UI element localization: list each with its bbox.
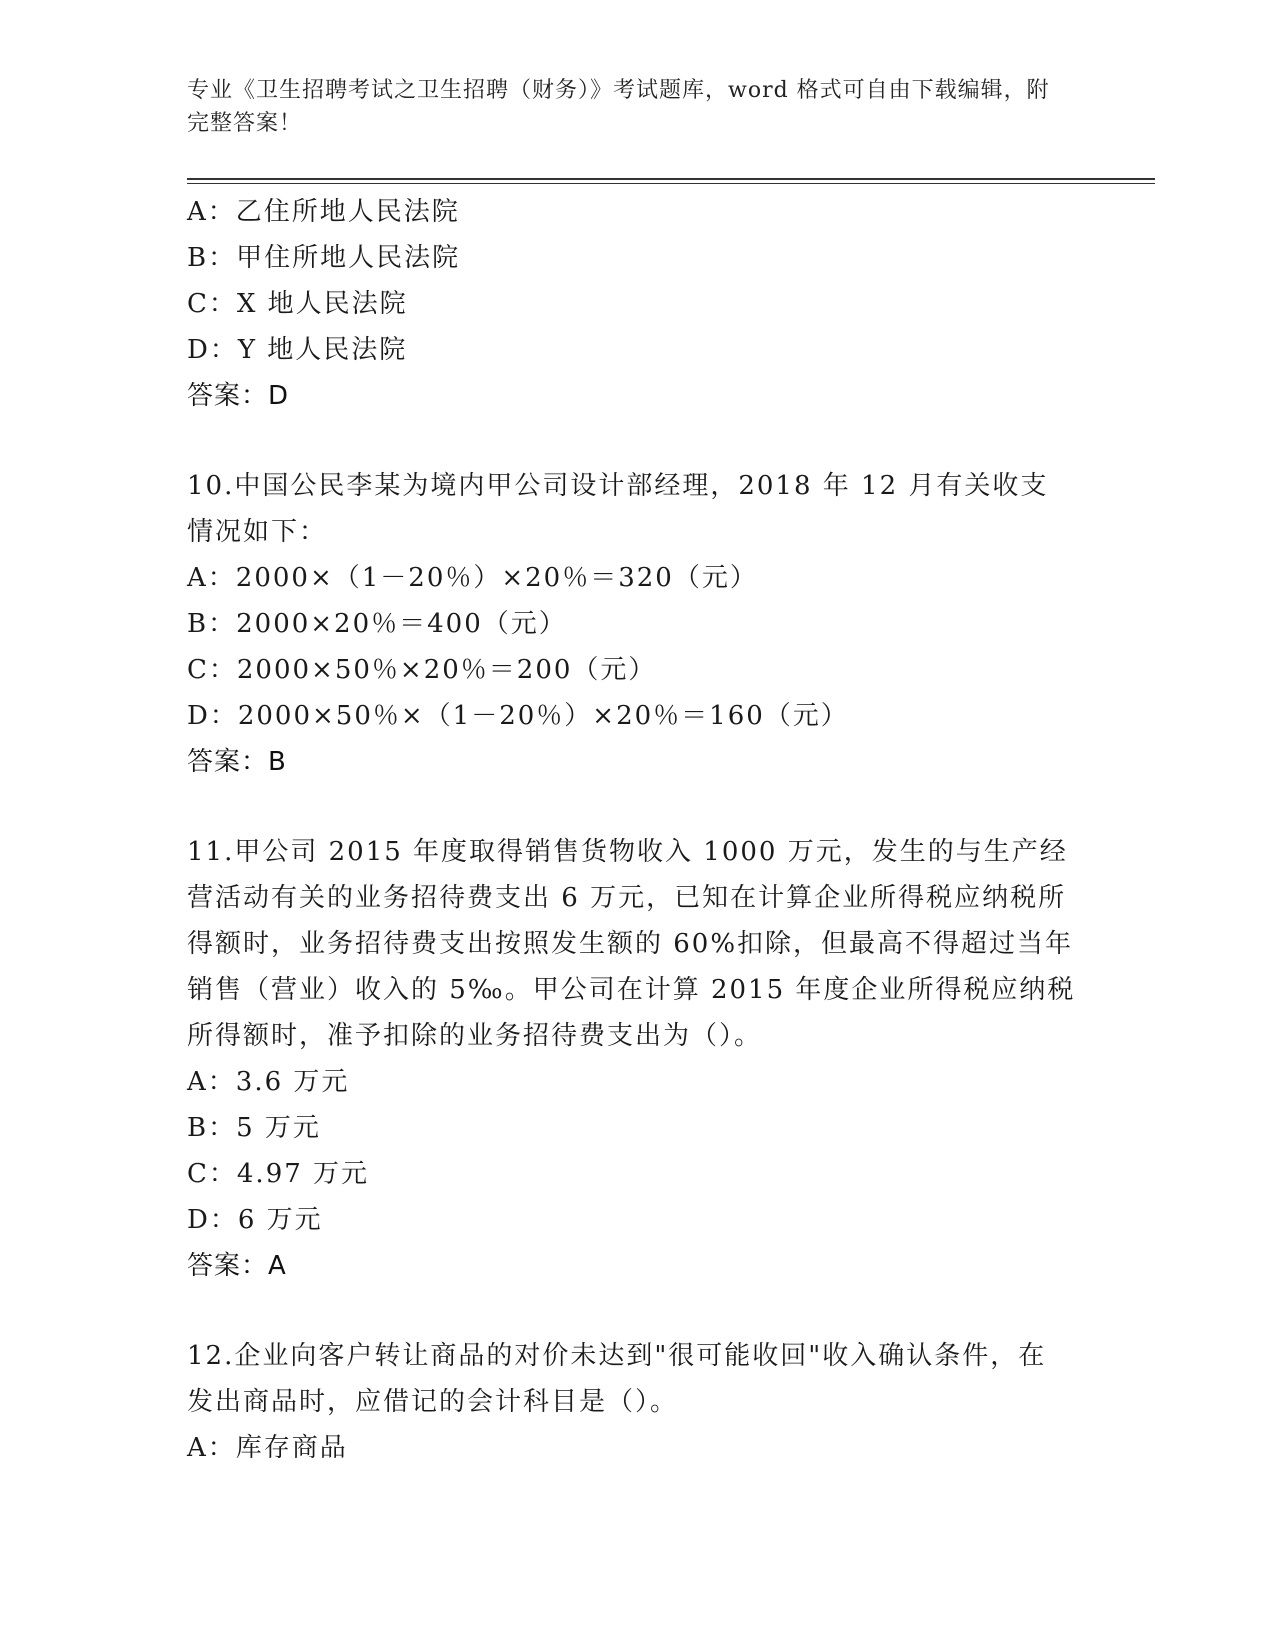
- option-b: B：5 万元: [187, 1113, 321, 1143]
- answer-line: 答案：D: [187, 381, 290, 411]
- option-a: A：2000×（1－20％）×20％＝320（元）: [187, 563, 758, 593]
- option-c: C：2000×50％×20％＝200（元）: [187, 655, 657, 685]
- question-text: 12.企业向客户转让商品的对价未达到"很可能收回"收入确认条件，在发出商品时，应借记的会计科目是（）。: [187, 1341, 1047, 1417]
- option-b: B：2000×20％＝400（元）: [187, 609, 567, 639]
- option-d: D：6 万元: [187, 1205, 323, 1235]
- question-12: [187, 1333, 1087, 1471]
- option-a: A：3.6 万元: [187, 1067, 350, 1097]
- document-header: 专业《卫生招聘考试之卫生招聘（财务）》考试题库，word 格式可自由下载编辑，附完整答案！: [187, 78, 1050, 136]
- option-a: A：乙住所地人民法院: [187, 197, 460, 227]
- question-text: 10.中国公民李某为境内甲公司设计部经理，2018 年 12 月有关收支情况如下：: [187, 471, 1049, 547]
- header-rule-thick: [187, 178, 1155, 180]
- option-b: B：甲住所地人民法院: [187, 243, 461, 273]
- question-9: [187, 189, 1087, 419]
- header-rule-thin: [187, 183, 1155, 184]
- option-c: C：X 地人民法院: [187, 289, 408, 319]
- question-11: [187, 829, 1087, 1289]
- question-list: [187, 189, 1087, 1471]
- question-10: [187, 463, 1087, 785]
- option-c: C：4.97 万元: [187, 1159, 370, 1189]
- answer-line: 答案：B: [187, 747, 287, 777]
- question-text: 11.甲公司 2015 年度取得销售货物收入 1000 万元，发生的与生产经营活动有关的业务招待费支出 6 万元，已知在计算企业所得税应纳税所得额时，业务招待费支出按照发生额的 60%扣除，但最高不得超过当年销售（营业）收入的 5‰。甲公司在计算 2015 年度企业所得税应纳税所得额时，准予扣除的业务招待费支出为（）。: [187, 837, 1076, 1051]
- answer-line: 答案：A: [187, 1251, 287, 1281]
- option-a: A：库存商品: [187, 1433, 348, 1463]
- option-d: D：2000×50％×（1－20％）×20％＝160（元）: [187, 701, 849, 731]
- option-d: D：Y 地人民法院: [187, 335, 408, 365]
